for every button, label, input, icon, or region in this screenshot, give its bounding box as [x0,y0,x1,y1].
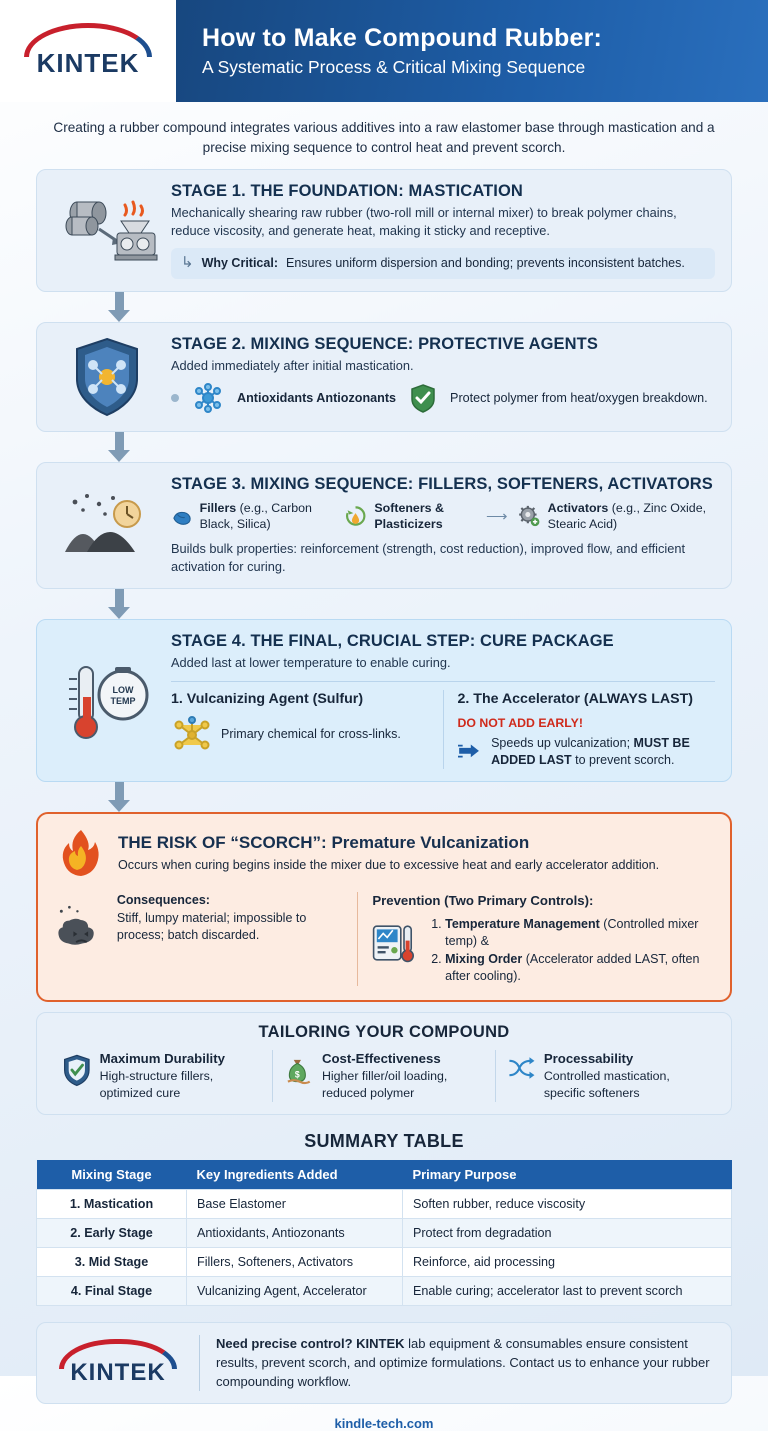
title-sub: A Systematic Process & Critical Mixing Sequence [202,57,586,77]
flame-icon [56,826,106,882]
small-shield-check-icon [410,383,436,413]
stage-4-right-text-b: MUST BE ADDED LAST [491,735,690,767]
tailoring-title: TAILORING YOUR COMPOUND [258,1022,510,1041]
scorch-lead: Occurs when curing begins inside the mixer due to excessive heat and early accelerator addition. [118,858,660,873]
cell-purpose: Soften rubber, reduce viscosity [402,1189,731,1218]
protective-shield-icon [53,335,161,419]
footer-message-rest: lab equipment & consumables ensure consistent results, prevent scorch, and optimize formulations. Contact us to enhance your rubber compounding workflow. [216,1335,710,1389]
tailoring-item-cost [272,1050,494,1102]
low-temp-icon [53,632,161,769]
svg-text:TEMP: TEMP [110,695,136,706]
summary-table [36,1160,732,1306]
prevention-2-bold: Mixing Order [445,951,523,966]
cell-stage: 2. Early Stage [37,1218,187,1247]
stage-3-card [36,462,732,589]
logo-text: KINTEK [36,48,140,78]
cell-ingredients: Antioxidants, Antiozonants [187,1218,403,1247]
flow-arrows-icon [508,1050,535,1086]
col-mixing-stage: Mixing Stage [37,1160,187,1190]
connector-arrow-1 [108,292,130,322]
stage-4-title: STAGE 4. THE FINAL, CRUCIAL STEP: CURE PACKAGE [171,632,614,651]
tailoring-head-2: Processability [543,1050,634,1066]
footer-message-bold: Need precise control? KINTEK [216,1335,405,1351]
stage-2-title: STAGE 2. MIXING SEQUENCE: PROTECTIVE AGENTS [171,335,598,354]
scorch-prevention-list [427,916,712,986]
stage-3-fillers [171,500,334,532]
scorch-prevention [357,892,712,985]
table-row [37,1247,732,1276]
fillers-pile-icon [53,475,161,576]
cell-stage: 4. Final Stage [37,1276,187,1305]
footer-divider [199,1335,200,1392]
col-key-ingredients: Key Ingredients Added [187,1160,403,1190]
stage-1-card [36,169,732,292]
stage-3-activators-rest: (e.g., Zinc Oxide, Stearic Acid) [547,501,707,532]
tailoring-item-processability [495,1050,717,1102]
molecule-icon [193,383,223,413]
shield-check-icon [63,1050,91,1090]
stage-3-title: STAGE 3. MIXING SEQUENCE: FILLERS, SOFTENERS, ACTIVATORS [171,475,713,494]
scorch-title: THE RISK OF “SCORCH”: Premature Vulcanization [118,833,530,853]
stage-4-warning: DO NOT ADD EARLY! [457,715,583,730]
scorch-consequences-head: Consequences: [116,893,210,908]
cell-ingredients: Fillers, Softeners, Activators [187,1247,403,1276]
stage-3-fillers-label: Fillers [199,501,237,516]
tailoring-head-1: Cost-Effectiveness [321,1050,441,1066]
hook-arrow-icon: ↳ [181,254,194,272]
stage-4-accelerator [443,690,716,769]
stage-1-note-text: Ensures uniform dispersion and bonding; prevents inconsistent batches. [285,256,685,271]
svg-text:LOW: LOW [112,684,134,695]
smoke-cloud-icon [56,892,107,960]
page-title [176,0,768,102]
tailoring-head-0: Maximum Durability [99,1050,225,1066]
scorch-consequences-text: Stiff, lumpy material; impossible to process; batch discarded. [116,910,307,943]
stage-3-fillers-rest: (e.g., Carbon Black, Silica) [199,501,312,532]
table-row [37,1218,732,1247]
connector-arrow-4 [108,782,130,812]
stage-3-activators [517,500,715,532]
stage-2-items [171,383,715,413]
site-url[interactable]: kindle-tech.com [334,1416,434,1431]
stage-4-left-head: 1. Vulcanizing Agent (Sulfur) [171,691,364,708]
right-arrow-icon: ⟶ [485,508,508,526]
stage-2-card [36,322,732,432]
scorch-consequences [56,892,341,985]
cell-stage: 1. Mastication [37,1189,187,1218]
title-main: How to Make Compound Rubber: [202,24,603,52]
stage-2-item1: Antioxidants Antiozonants [237,391,397,405]
gear-plus-icon [517,500,540,532]
scorch-card [36,812,732,1001]
stage-4-right-head: 2. The Accelerator (ALWAYS LAST) [457,691,693,708]
footer-cta [36,1322,732,1405]
footer-message [216,1335,715,1392]
stage-3-body: Builds bulk properties: reinforcement (strength, cost reduction), improved flow, and efficient activation for curing. [171,541,686,575]
footer-logo-text: KINTEK [70,1359,166,1387]
tailoring-text-2: Controlled mastication, specific softeners [543,1069,670,1101]
prevention-1-bold: Temperature Management [445,916,600,931]
stage-3-items [171,500,715,532]
tailoring-item-durability [51,1050,272,1102]
header [0,0,768,102]
stage-4-right-text-a: Speeds up vulcanization; [491,735,634,750]
tailoring-text-1: Higher filler/oil loading, reduced polymer [321,1069,448,1101]
stage-2-item2: Protect polymer from heat/oxygen breakdown. [450,391,708,405]
table-row [37,1276,732,1305]
fast-forward-arrow-icon [458,735,484,769]
cell-ingredients: Vulcanizing Agent, Accelerator [187,1276,403,1305]
svg-text:$: $ [295,1068,301,1079]
stage-1-note-label: Why Critical: [201,256,278,271]
prevention-1-rest: (Controlled mixer temp) & [445,916,699,949]
tailoring-card [36,1012,732,1115]
scorch-prevention-head: Prevention (Two Primary Controls): [372,893,594,909]
money-bag-icon [285,1050,313,1090]
cell-purpose: Reinforce, aid processing [402,1247,731,1276]
stage-4-right-text-c: to prevent scorch. [571,752,675,767]
mastication-mill-icon [53,182,161,279]
stage-4-left-text: Primary chemical for cross-links. [221,727,401,742]
stage-3-activators-label: Activators [547,501,609,516]
cell-purpose: Protect from degradation [402,1218,731,1247]
table-header-row [37,1160,732,1190]
cell-ingredients: Base Elastomer [187,1189,403,1218]
connector-arrow-2 [108,432,130,462]
stage-2-body: Added immediately after initial mastication. [171,358,414,374]
stage-4-card [36,619,732,782]
connector-arrow-3 [108,589,130,619]
stage-4-vulcanizing [171,690,429,769]
stage-4-body: Added last at lower temperature to enable curing. [171,655,451,671]
bullet-dot-icon [171,394,179,402]
summary-title: SUMMARY TABLE [304,1130,464,1151]
cross-link-molecule-icon [171,715,213,755]
muscle-arm-icon [171,501,193,531]
temperature-control-icon [372,916,417,970]
tailoring-text-0: High-structure fillers, optimized cure [99,1069,214,1101]
brand-logo [0,0,176,102]
table-row [37,1189,732,1218]
prevention-2-rest: (Accelerator added LAST, often after cooling). [445,951,700,984]
stage-1-note [171,248,715,279]
footer-logo [53,1337,183,1389]
stage-1-body: Mechanically shearing raw rubber (two-roll mill or internal mixer) to break polymer chains, reduce viscosity, and generate heat, making it sticky and receptive. [171,205,677,239]
stage-3-softeners-label: Softeners & Plasticizers [374,501,444,532]
cell-stage: 3. Mid Stage [37,1247,187,1276]
col-primary-purpose: Primary Purpose [402,1160,731,1190]
cell-purpose: Enable curing; accelerator last to prevent scorch [402,1276,731,1305]
intro-paragraph: Creating a rubber compound integrates various additives into a raw elastomer base through mastication and a precise mixing sequence to control heat and prevent scorch. [53,120,715,155]
recycle-drop-icon [344,500,367,532]
stage-3-softeners [344,500,476,532]
stage-1-title: STAGE 1. THE FOUNDATION: MASTICATION [171,182,523,201]
